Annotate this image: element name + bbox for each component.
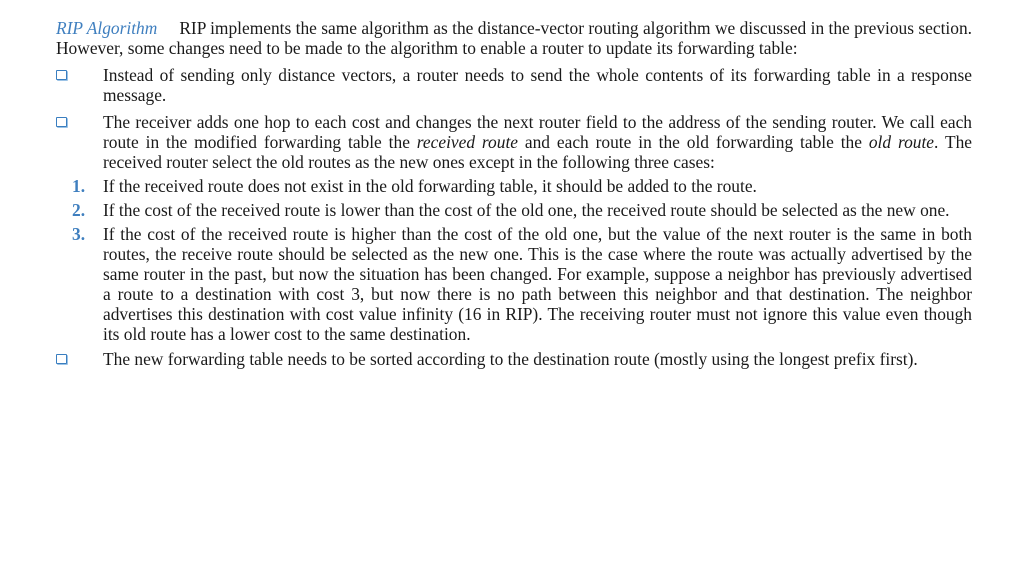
hollow-square-bullet-icon <box>56 70 67 80</box>
bullet-item-3 <box>56 349 972 369</box>
term-received-route: received route <box>416 132 518 152</box>
case-number: 2. <box>72 200 86 220</box>
case-text-1: If the received route does not exist in the old forwarding table, it should be added to the route. <box>103 176 757 196</box>
intro-paragraph <box>56 18 972 58</box>
bullet-text-3: The new forwarding table needs to be sorted according to the destination route (mostly using the longest prefix first). <box>103 349 918 369</box>
bullet-item-1 <box>56 65 972 105</box>
bullet-text-2c: . The received router select the old routes as the new ones except in the following three cases: <box>103 132 972 172</box>
case-text-3: If the cost of the received route is higher than the cost of the old one, but the value of the next router is the same in both routes, the receive route should be selected as the new one. This is the case where the route was actually advertised by the same router in the past, but now the situation has been changed. For example, suppose a neighbor has previously advertised a route to a destination with cost 3, but now there is no path between this neighbor and that destination. The neighbor advertises this destination with cost value infinity (16 in RIP). The receiving router must not ignore this value even though its old route has a lower cost to the same destination. <box>103 224 972 344</box>
hollow-square-bullet-icon <box>56 354 67 364</box>
case-item-1 <box>56 176 972 196</box>
bullet-item-2 <box>56 112 972 172</box>
case-number: 3. <box>72 224 86 244</box>
section-heading: RIP Algorithm <box>56 18 158 38</box>
document-page <box>56 18 972 369</box>
case-text-2: If the cost of the received route is lower than the cost of the old one, the received route should be selected as the new one. <box>103 200 950 220</box>
case-item-2 <box>56 200 972 220</box>
bullet-text-2a: The receiver adds one hop to each cost and changes the next router field to the address of the sending router. We call each route in the modified forwarding table the <box>103 112 972 152</box>
case-item-3 <box>56 224 972 344</box>
intro-text: RIP implements the same algorithm as the distance-vector routing algorithm we discussed in the previous section. However, some changes need to be made to the algorithm to enable a router to update its forwarding table: <box>56 18 972 58</box>
bullet-text-2b: and each route in the old forwarding table the <box>518 132 869 152</box>
term-old-route: old route <box>868 132 935 152</box>
bullet-text-1: Instead of sending only distance vectors, a router needs to send the whole contents of its forwarding table in a response message. <box>103 65 972 105</box>
case-number: 1. <box>72 176 86 196</box>
hollow-square-bullet-icon <box>56 117 67 127</box>
